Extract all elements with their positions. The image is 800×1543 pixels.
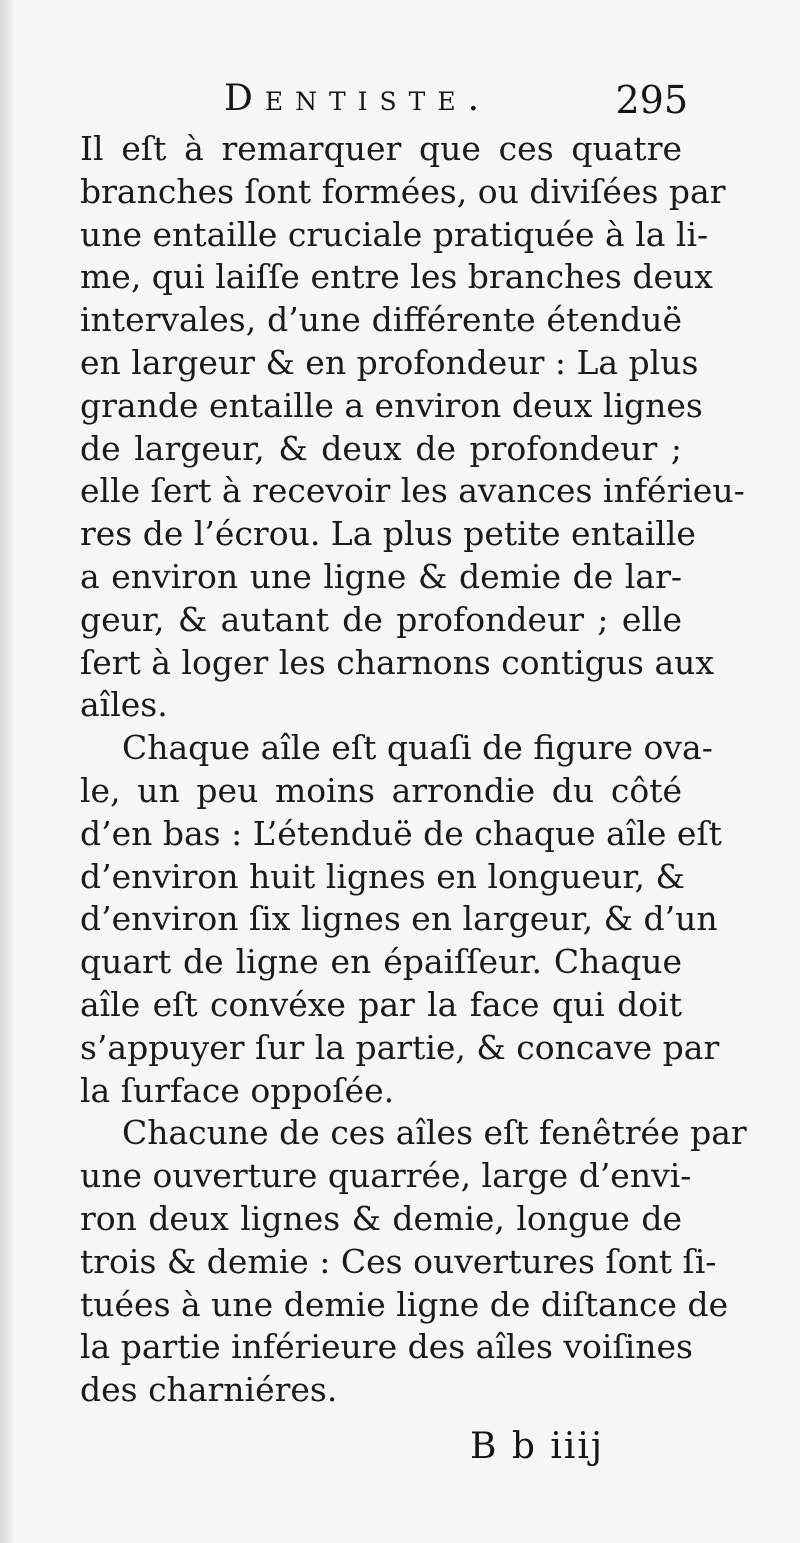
paragraph-2	[80, 727, 722, 1112]
text-line: res de l’écrou. La plus petite entaille	[80, 514, 696, 554]
text-line: s’appuyer ſur la partie, & concave par	[80, 1027, 720, 1067]
text-line: le, un peu moins arrondie du côté	[80, 770, 682, 810]
text-line: intervales, d’une différente étenduë	[80, 300, 682, 340]
text-line: Chacune de ces aîles eſt fenêtrée par	[122, 1113, 747, 1153]
text-line: une ouverture quarrée, large d’envi-	[80, 1156, 692, 1196]
text-line: une entaille cruciale pratiquée à la li-	[80, 214, 709, 254]
signature-mark: B b iiij	[470, 1426, 605, 1467]
body-text	[80, 128, 747, 1412]
paragraph-1	[80, 128, 745, 727]
running-head-title: Dentiste.	[224, 78, 492, 119]
text-line: a environ une ligne & demie de lar-	[80, 556, 682, 596]
text-line: branches ſont formées, ou diviſées par	[80, 171, 726, 211]
text-line: ron deux lignes & demie, longue de	[80, 1198, 682, 1238]
page-edge-shadow	[0, 0, 16, 1543]
text-line: ſert à loger les charnons contigus aux	[80, 642, 715, 682]
text-line: la ſurface oppoſée.	[80, 1070, 395, 1110]
text-line: aîles.	[80, 685, 168, 725]
text-line: d’en bas : L’étenduë de chaque aîle eſt	[80, 813, 722, 853]
text-line: quart de ligne en épaiſſeur. Chaque	[80, 942, 682, 982]
running-head	[224, 78, 688, 128]
text-line: me, qui laiſſe entre les branches deux	[80, 257, 713, 297]
text-line: d’environ ſix lignes en largeur, & d’un	[80, 899, 718, 939]
page-number: 295	[615, 78, 688, 122]
text-line: geur, & autant de profondeur ; elle	[80, 599, 682, 639]
text-line: Il eſt à remarquer que ces quatre	[80, 129, 682, 168]
text-line: grande entaille a environ deux lignes	[80, 385, 703, 425]
text-line: en largeur & en profondeur : La plus	[80, 342, 699, 382]
text-line: des charniéres.	[80, 1370, 338, 1410]
text-line: aîle eſt convéxe par la face qui doit	[80, 984, 682, 1024]
text-line: d’environ huit lignes en longueur, &	[80, 856, 685, 896]
text-line: tuées à une demie ligne de diſtance de	[80, 1284, 729, 1324]
text-line: la partie inférieure des aîles voiſines	[80, 1327, 693, 1367]
paragraph-3	[80, 1112, 747, 1412]
text-line: Chaque aîle eſt quaſi de figure ova-	[122, 728, 713, 768]
text-line: trois & demie : Ces ouvertures ſont ſi-	[80, 1241, 717, 1281]
text-line: de largeur, & deux de profondeur ;	[80, 428, 682, 468]
text-line: elle ſert à recevoir les avances inférieu-	[80, 471, 745, 511]
